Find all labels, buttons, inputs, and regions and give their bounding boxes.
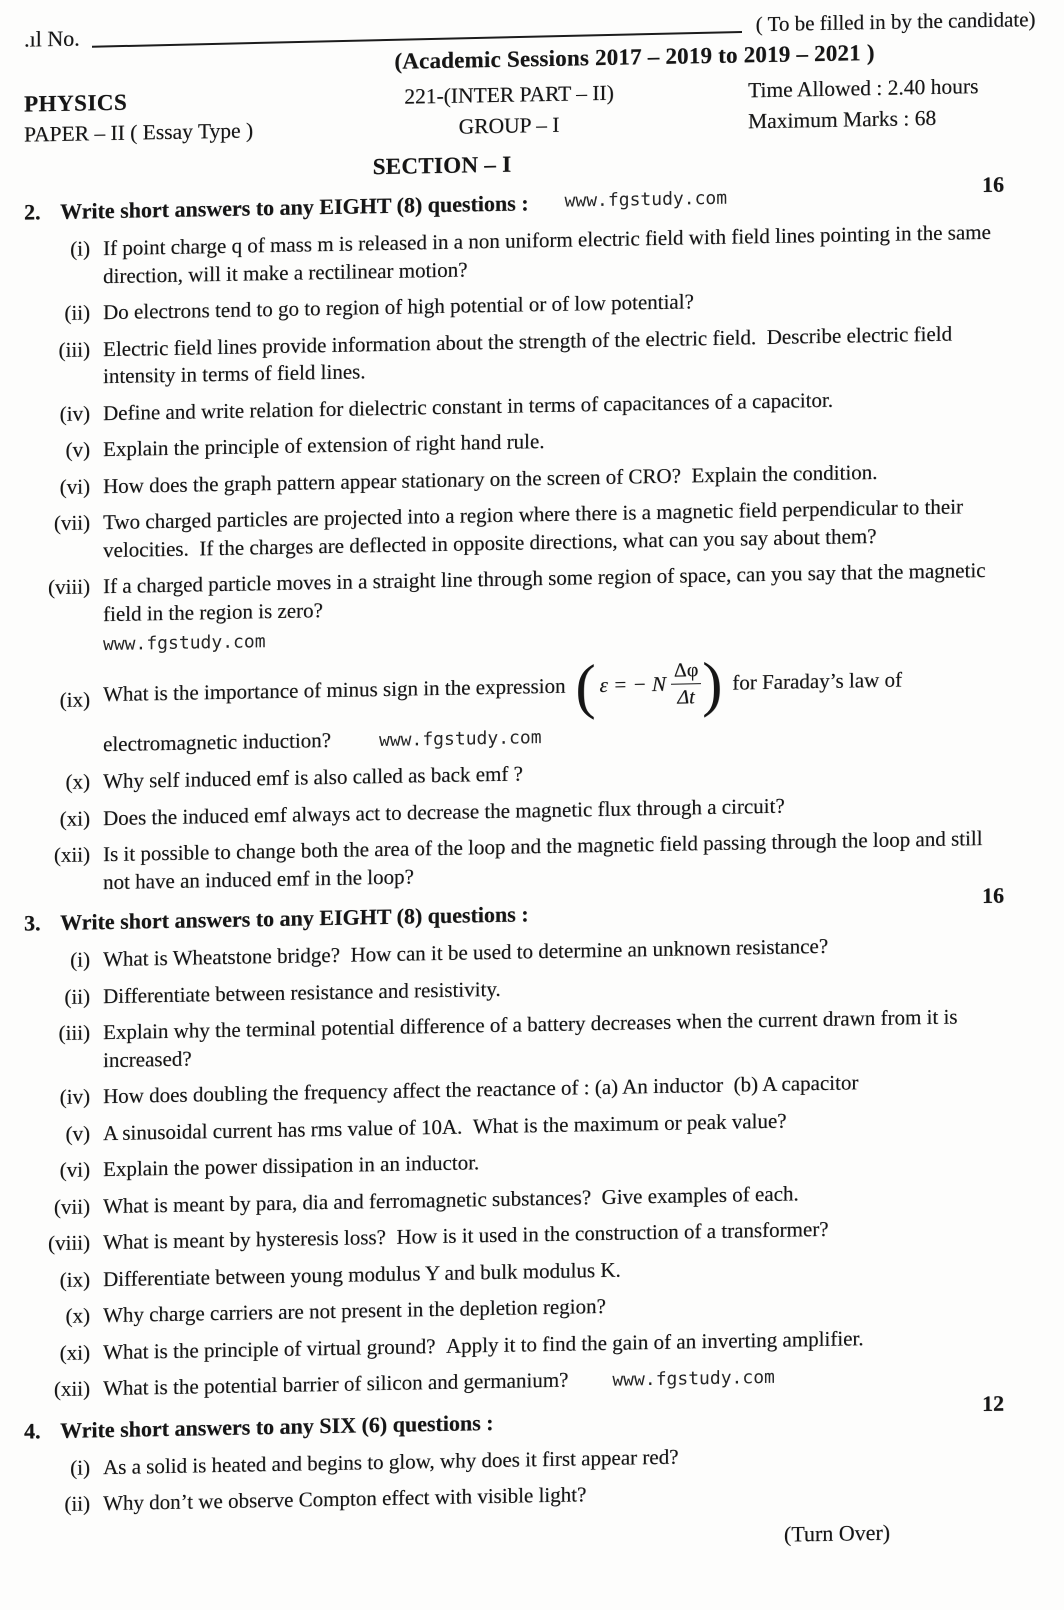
item-text: Differentiate between resistance and resistivity. — [103, 976, 501, 1008]
item-label: (v) — [65, 437, 90, 462]
question-item — [24, 1002, 1040, 1076]
item-line — [103, 1149, 479, 1183]
item-body — [103, 792, 785, 832]
item-text: Is it possible to change both the area of the loop and the magnetic field passing through the loop and still not have an induced emf in the loop? — [103, 825, 983, 894]
item-label: (iii) — [58, 1020, 90, 1045]
item-text: Does the induced emf always act to decrease the magnetic flux through a circuit? — [103, 793, 785, 830]
question-title: Write short answers to any EIGHT (8) questions : — [60, 901, 529, 935]
watermark-text: www.fgstudy.com — [103, 631, 266, 656]
item-line — [103, 428, 544, 464]
item-line — [103, 1293, 606, 1330]
formula-denominator: Δt — [677, 686, 695, 709]
item-label: (ix) — [59, 686, 90, 712]
watermark-text: www.fgstudy.com — [612, 1366, 775, 1391]
item-text: What is the importance of minus sign in the expression — [103, 673, 566, 706]
faraday-formula — [575, 649, 724, 720]
paper-subtitle: PAPER – II ( Essay Type ) — [24, 118, 254, 147]
item-body — [103, 219, 991, 290]
item-label: (vii) — [53, 1193, 90, 1219]
question-section — [24, 1390, 1040, 1519]
item-text: Electric field lines provide information about the strength of the electric field. Describe electric field intensity in terms of field lines. — [103, 321, 952, 389]
candidate-note: ( To be filled in by the candidate) — [755, 7, 1036, 37]
formula-lhs: ε = − N — [599, 671, 666, 697]
item-body — [103, 1107, 787, 1147]
paper-code: 221-(INTER PART – II) — [404, 80, 614, 109]
item-label: (iv) — [59, 1084, 90, 1109]
item-text: What is meant by para, dia and ferromagnetic substances? Give examples of each. — [103, 1180, 799, 1218]
item-body — [103, 288, 694, 326]
question-item — [24, 1473, 1040, 1519]
formula-open-paren: ( — [575, 651, 596, 720]
formula-fraction — [671, 658, 701, 710]
item-body — [103, 1481, 586, 1517]
roll-no-label: .ıl No. — [24, 25, 80, 52]
item-body — [103, 386, 833, 427]
subject-title: PHYSICS — [24, 89, 128, 117]
item-line — [103, 386, 833, 427]
item-label: (ii) — [64, 1491, 90, 1516]
time-marks-block — [748, 70, 1040, 137]
item-text: How does the graph pattern appear stationary on the screen of CRO? Explain the condition. — [103, 459, 878, 498]
turn-over-note: (Turn Over) — [783, 1519, 890, 1547]
item-body — [103, 493, 991, 564]
item-body — [103, 1293, 606, 1330]
item-body — [103, 1149, 479, 1183]
item-body — [103, 933, 828, 974]
item-line — [103, 975, 501, 1010]
group-line: GROUP – I — [458, 112, 560, 139]
question-section — [24, 882, 1040, 1405]
question-item — [24, 650, 1040, 760]
item-label: (xii) — [53, 1376, 90, 1402]
item-line — [103, 288, 694, 326]
session-line: (Academic Sessions 2017 – 2019 to 2019 – 2021 ) — [394, 39, 875, 74]
item-body — [103, 760, 523, 795]
subject-block — [24, 83, 329, 151]
question-number: 2. — [24, 199, 41, 225]
item-line — [103, 1069, 858, 1110]
question-item — [24, 318, 1040, 392]
item-label: (ix) — [59, 1266, 90, 1292]
item-body — [103, 1069, 858, 1110]
item-text: Why charge carriers are not present in the depletion region? — [103, 1293, 606, 1328]
item-text: What is the principle of virtual ground? Apply it to find the gain of an inverting amplifier. — [103, 1325, 864, 1364]
item-line — [103, 458, 877, 500]
item-label: (iii) — [58, 336, 90, 362]
item-text: for Faraday’s law of — [732, 667, 902, 695]
item-line — [103, 933, 828, 974]
item-label: (i) — [70, 1454, 90, 1480]
item-line — [103, 1481, 586, 1517]
marks-badge: 16 — [982, 882, 1004, 909]
item-body — [103, 428, 544, 464]
question-item — [24, 824, 1040, 898]
marks-badge: 16 — [982, 171, 1004, 198]
question-number: 3. — [24, 910, 41, 936]
item-line — [103, 1002, 1019, 1074]
item-text: If point charge q of mass m is released in a non uniform electric field with field lines pointing in the same direction, will it make a rectilinear motion? — [103, 219, 991, 288]
formula-numerator: Δφ — [671, 658, 701, 685]
time-allowed: Time Allowed : 2.40 hours — [748, 74, 979, 103]
item-text: As a solid is heated and begins to glow, why does it first appear red? — [103, 1444, 679, 1479]
item-line — [103, 1107, 787, 1147]
item-label: (xi) — [59, 1339, 90, 1365]
formula-close-paren: ) — [702, 649, 723, 718]
item-line — [103, 760, 523, 795]
item-label: (xi) — [59, 805, 90, 831]
item-body — [103, 1325, 863, 1366]
item-body — [103, 1443, 678, 1481]
item-body — [103, 458, 877, 500]
item-label: (vi) — [59, 1157, 90, 1182]
question-heading — [24, 882, 1004, 937]
item-line — [103, 319, 991, 390]
item-body — [103, 1363, 775, 1404]
item-label: (i) — [70, 236, 90, 261]
question-item — [24, 556, 1040, 660]
item-label: (i) — [70, 947, 90, 972]
item-label: (x) — [65, 769, 90, 794]
watermark-text: www.fgstudy.com — [379, 726, 542, 751]
item-body — [103, 557, 991, 659]
item-body — [103, 975, 501, 1010]
item-line — [103, 825, 991, 896]
item-line — [103, 1256, 621, 1293]
item-text: Why don’t we observe Compton effect with visible light? — [103, 1482, 587, 1516]
item-label: (ii) — [64, 300, 90, 325]
item-label: (vi) — [59, 473, 90, 499]
item-body — [103, 825, 991, 896]
question-item — [24, 492, 1040, 566]
item-body — [103, 1180, 799, 1220]
question-title: Write short answers to any SIX (6) questions : — [60, 1409, 494, 1443]
item-body — [103, 649, 902, 759]
question-number: 4. — [24, 1417, 41, 1444]
paper-info-row — [24, 70, 1040, 151]
question-item — [24, 1358, 1040, 1405]
item-text: Differentiate between young modulus Y and bulk modulus K. — [103, 1257, 621, 1291]
item-line — [103, 716, 902, 759]
marks-badge: 12 — [982, 1390, 1004, 1416]
item-text: Why self induced emf is also called as back emf ? — [103, 761, 523, 794]
item-text: How does doubling the frequency affect the reactance of : (a) An inductor (b) A capacitor — [103, 1070, 859, 1109]
formula-line — [103, 649, 902, 722]
questions-container — [24, 171, 1040, 1519]
question-heading — [24, 171, 1004, 226]
item-text: Explain the principle of extension of right hand rule. — [103, 429, 545, 462]
item-label: (viii) — [48, 1230, 90, 1256]
question-item — [24, 218, 1040, 292]
question-title: Write short answers to any EIGHT (8) questions : — [60, 190, 529, 224]
question-section — [24, 171, 1040, 898]
item-body — [103, 1256, 621, 1293]
watermark-text: www.fgstudy.com — [564, 187, 728, 212]
question-heading — [24, 1390, 1004, 1444]
item-line — [103, 1443, 678, 1481]
item-body — [103, 319, 991, 390]
item-text: What is Wheatstone bridge? How can it be used to determine an unknown resistance? — [103, 933, 829, 972]
item-text: Explain the power dissipation in an inductor. — [103, 1150, 480, 1182]
item-line — [103, 1180, 799, 1220]
item-label: (xii) — [53, 842, 90, 868]
item-line — [103, 493, 991, 564]
item-text: electromagnetic induction? — [103, 727, 331, 756]
item-label: (v) — [65, 1120, 90, 1146]
item-label: (viii) — [48, 574, 90, 600]
item-line — [103, 1216, 829, 1257]
item-text: A sinusoidal current has rms value of 10A. What is the maximum or peak value? — [103, 1108, 787, 1145]
item-line — [103, 219, 991, 290]
item-text: Define and write relation for dielectric constant in terms of capacitances of a capacitor. — [103, 387, 833, 425]
item-label: (x) — [65, 1303, 90, 1328]
item-line — [103, 792, 785, 832]
item-text: What is the potential barrier of silicon and germanium? — [103, 1367, 569, 1401]
section-title: SECTION – I — [372, 151, 512, 180]
item-text: Two charged particles are projected into a region where there is a magnetic field perpendicular to their velocities. If the charges are deflected in opposite directions, what can you say about them? — [103, 494, 963, 562]
item-body — [103, 1002, 1019, 1074]
item-label: (ii) — [64, 983, 90, 1009]
item-text: What is meant by hysteresis loss? How is it used in the construction of a transformer? — [103, 1216, 829, 1255]
item-label: (iv) — [59, 400, 90, 426]
item-label: (vii) — [53, 510, 90, 536]
item-line — [103, 1363, 775, 1404]
item-text: Do electrons tend to go to region of high potential or of low potential? — [103, 289, 694, 325]
item-body — [103, 1216, 829, 1257]
item-text: Explain why the terminal potential difference of a battery decreases when the current drawn from it is increased? — [103, 1004, 958, 1072]
maximum-marks: Maximum Marks : 68 — [748, 105, 937, 134]
item-text: If a charged particle moves in a straight line through some region of space, can you say that the magnetic field in the region is zero? — [103, 557, 986, 626]
paper-code-block — [329, 76, 689, 145]
item-line — [103, 1325, 863, 1366]
